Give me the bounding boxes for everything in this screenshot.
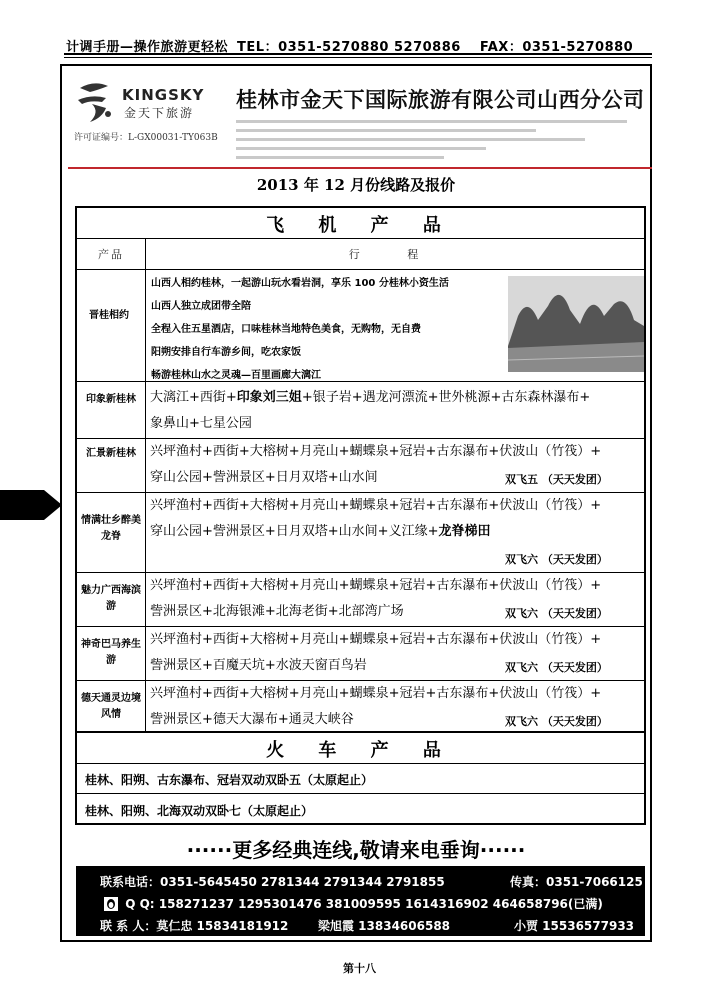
contact-phones: 联系电话：0351-5645450 2781344 2791344 2791855 bbox=[100, 875, 445, 889]
feature-line: 阳朔安排自行车游乡间，吃农家饭 bbox=[151, 347, 301, 358]
red-divider bbox=[68, 167, 652, 169]
air-product-table bbox=[75, 206, 646, 733]
feature-line: 畅游桂林山水之灵魂—百里画廊大漓江 bbox=[151, 370, 321, 381]
kingsky-logo-icon bbox=[72, 78, 118, 126]
train-route: 桂林、阳朔、北海双动双卧七（太原起止） bbox=[85, 804, 314, 818]
tour-tag: 双飞六 （天天发团） bbox=[505, 553, 608, 566]
header-rule-thin bbox=[64, 57, 652, 58]
contact-person: 梁旭霞 13834606588 bbox=[318, 919, 451, 933]
route-line: 兴坪渔村+西街+大榕树+月亮山+蝴蝶泉+冠岩+古东瀑布+伏波山（竹筏）+ bbox=[150, 498, 602, 513]
column-divider bbox=[145, 238, 146, 731]
product-name: 神奇巴马养生游 bbox=[81, 639, 141, 666]
route-line: 兴坪渔村+西街+大榕树+月亮山+蝴蝶泉+冠岩+古东瀑布+伏波山（竹筏）+ bbox=[150, 444, 602, 459]
air-section-heading: 飞 机 产 品 bbox=[266, 215, 455, 236]
train-section-heading: 火 车 产 品 bbox=[266, 740, 455, 761]
route-line: 兴坪渔村+西街+大榕树+月亮山+蝴蝶泉+冠岩+古东瀑布+伏波山（竹筏）+ bbox=[150, 578, 602, 593]
train-product-table bbox=[75, 731, 646, 825]
product-name: 德天通灵边境风情 bbox=[81, 693, 141, 720]
company-name: 桂林市金天下国际旅游有限公司山西分公司 bbox=[236, 88, 645, 112]
slogan: ······更多经典连线,敬请来电垂询······ bbox=[186, 838, 526, 862]
train-route: 桂林、阳朔、古东瀑布、冠岩双动双卧五（太原起止） bbox=[85, 773, 374, 787]
side-tab-arrow-icon bbox=[0, 488, 64, 522]
qq-label: Q Q: bbox=[125, 897, 155, 911]
contact-person: 联 系 人：莫仁忠 15834181912 bbox=[100, 919, 289, 933]
route-line: 大漓江+西街+印象刘三姐+银子岩+遇龙河漂流+世外桃源+古东森林瀑布+ bbox=[150, 390, 591, 405]
product-name: 汇景新桂林 bbox=[86, 448, 136, 459]
tour-tag: 双飞六 （天天发团） bbox=[505, 661, 608, 674]
header-rule bbox=[64, 53, 652, 55]
brand-en: KINGSKY bbox=[122, 86, 205, 104]
header-tel: TEL：0351-5270880 5270886 bbox=[237, 40, 461, 55]
tour-tag: 双飞五 （天天发团） bbox=[505, 473, 608, 486]
contact-box bbox=[76, 866, 645, 936]
feature-line: 全程入住五星酒店，口味桂林当地特色美食，无购物，无自费 bbox=[151, 324, 421, 335]
product-name: 印象新桂林 bbox=[86, 394, 136, 405]
route-line: 穿山公园+訾洲景区+日月双塔+山水间 bbox=[150, 470, 378, 485]
fine-print-placeholder bbox=[236, 114, 652, 162]
route-line: 穿山公园+訾洲景区+日月双塔+山水间+义江缘+龙脊梯田 bbox=[150, 524, 491, 539]
karst-landscape-photo bbox=[508, 276, 644, 372]
route-line: 兴坪渔村+西街+大榕树+月亮山+蝴蝶泉+冠岩+古东瀑布+伏波山（竹筏）+ bbox=[150, 686, 602, 701]
product-name: 情满壮乡醉美龙脊 bbox=[81, 515, 141, 542]
col-itinerary: 行 程 bbox=[348, 248, 441, 261]
license-number: 许可证编号：L-GX00031-TY063B bbox=[74, 133, 218, 143]
page-title: 2013 年 12 月份线路及报价 bbox=[256, 176, 456, 194]
feature-line: 山西人相约桂林，一起游山玩水看岩洞，享乐 100 分桂林小资生活 bbox=[151, 278, 449, 289]
header-left: 计调手册—操作旅游更轻松 bbox=[66, 40, 229, 55]
row-divider bbox=[77, 269, 644, 270]
contact-fax: 传真：0351-7066125 bbox=[510, 875, 643, 889]
header-fax: FAX：0351-5270880 bbox=[479, 40, 634, 55]
route-line: 訾洲景区+德天大瀑布+通灵大峡谷 bbox=[150, 712, 354, 727]
col-product: 产品 bbox=[98, 248, 124, 261]
feature-line: 山西人独立成团带全陪 bbox=[151, 301, 251, 312]
tour-tag: 双飞六 （天天发团） bbox=[505, 715, 608, 728]
product-name: 魅力广西海滨游 bbox=[81, 585, 141, 612]
tour-tag: 双飞六 （天天发团） bbox=[505, 607, 608, 620]
row-divider bbox=[77, 238, 644, 239]
qq-numbers: 158271237 1295301476 381009595 1614316902 464658796(已满) bbox=[158, 897, 603, 911]
row-divider bbox=[77, 763, 644, 764]
contact-person: 小贾 15536577933 bbox=[514, 919, 635, 933]
row-divider bbox=[77, 381, 644, 382]
row-divider bbox=[77, 793, 644, 794]
route-line: 訾洲景区+百魔天坑+水波天窗百鸟岩 bbox=[150, 658, 367, 673]
route-line: 兴坪渔村+西街+大榕树+月亮山+蝴蝶泉+冠岩+古东瀑布+伏波山（竹筏）+ bbox=[150, 632, 602, 647]
route-line: 象鼻山+七星公园 bbox=[150, 416, 252, 431]
feature-lines bbox=[145, 272, 507, 387]
brand-cn: 金天下旅游 bbox=[124, 106, 195, 120]
page-number: 第十八 bbox=[343, 962, 376, 975]
route-line: 訾洲景区+北海银滩+北海老街+北部湾广场 bbox=[150, 604, 404, 619]
product-name-feature: 晋桂相约 bbox=[89, 310, 129, 321]
qq-penguin-icon bbox=[104, 897, 118, 911]
